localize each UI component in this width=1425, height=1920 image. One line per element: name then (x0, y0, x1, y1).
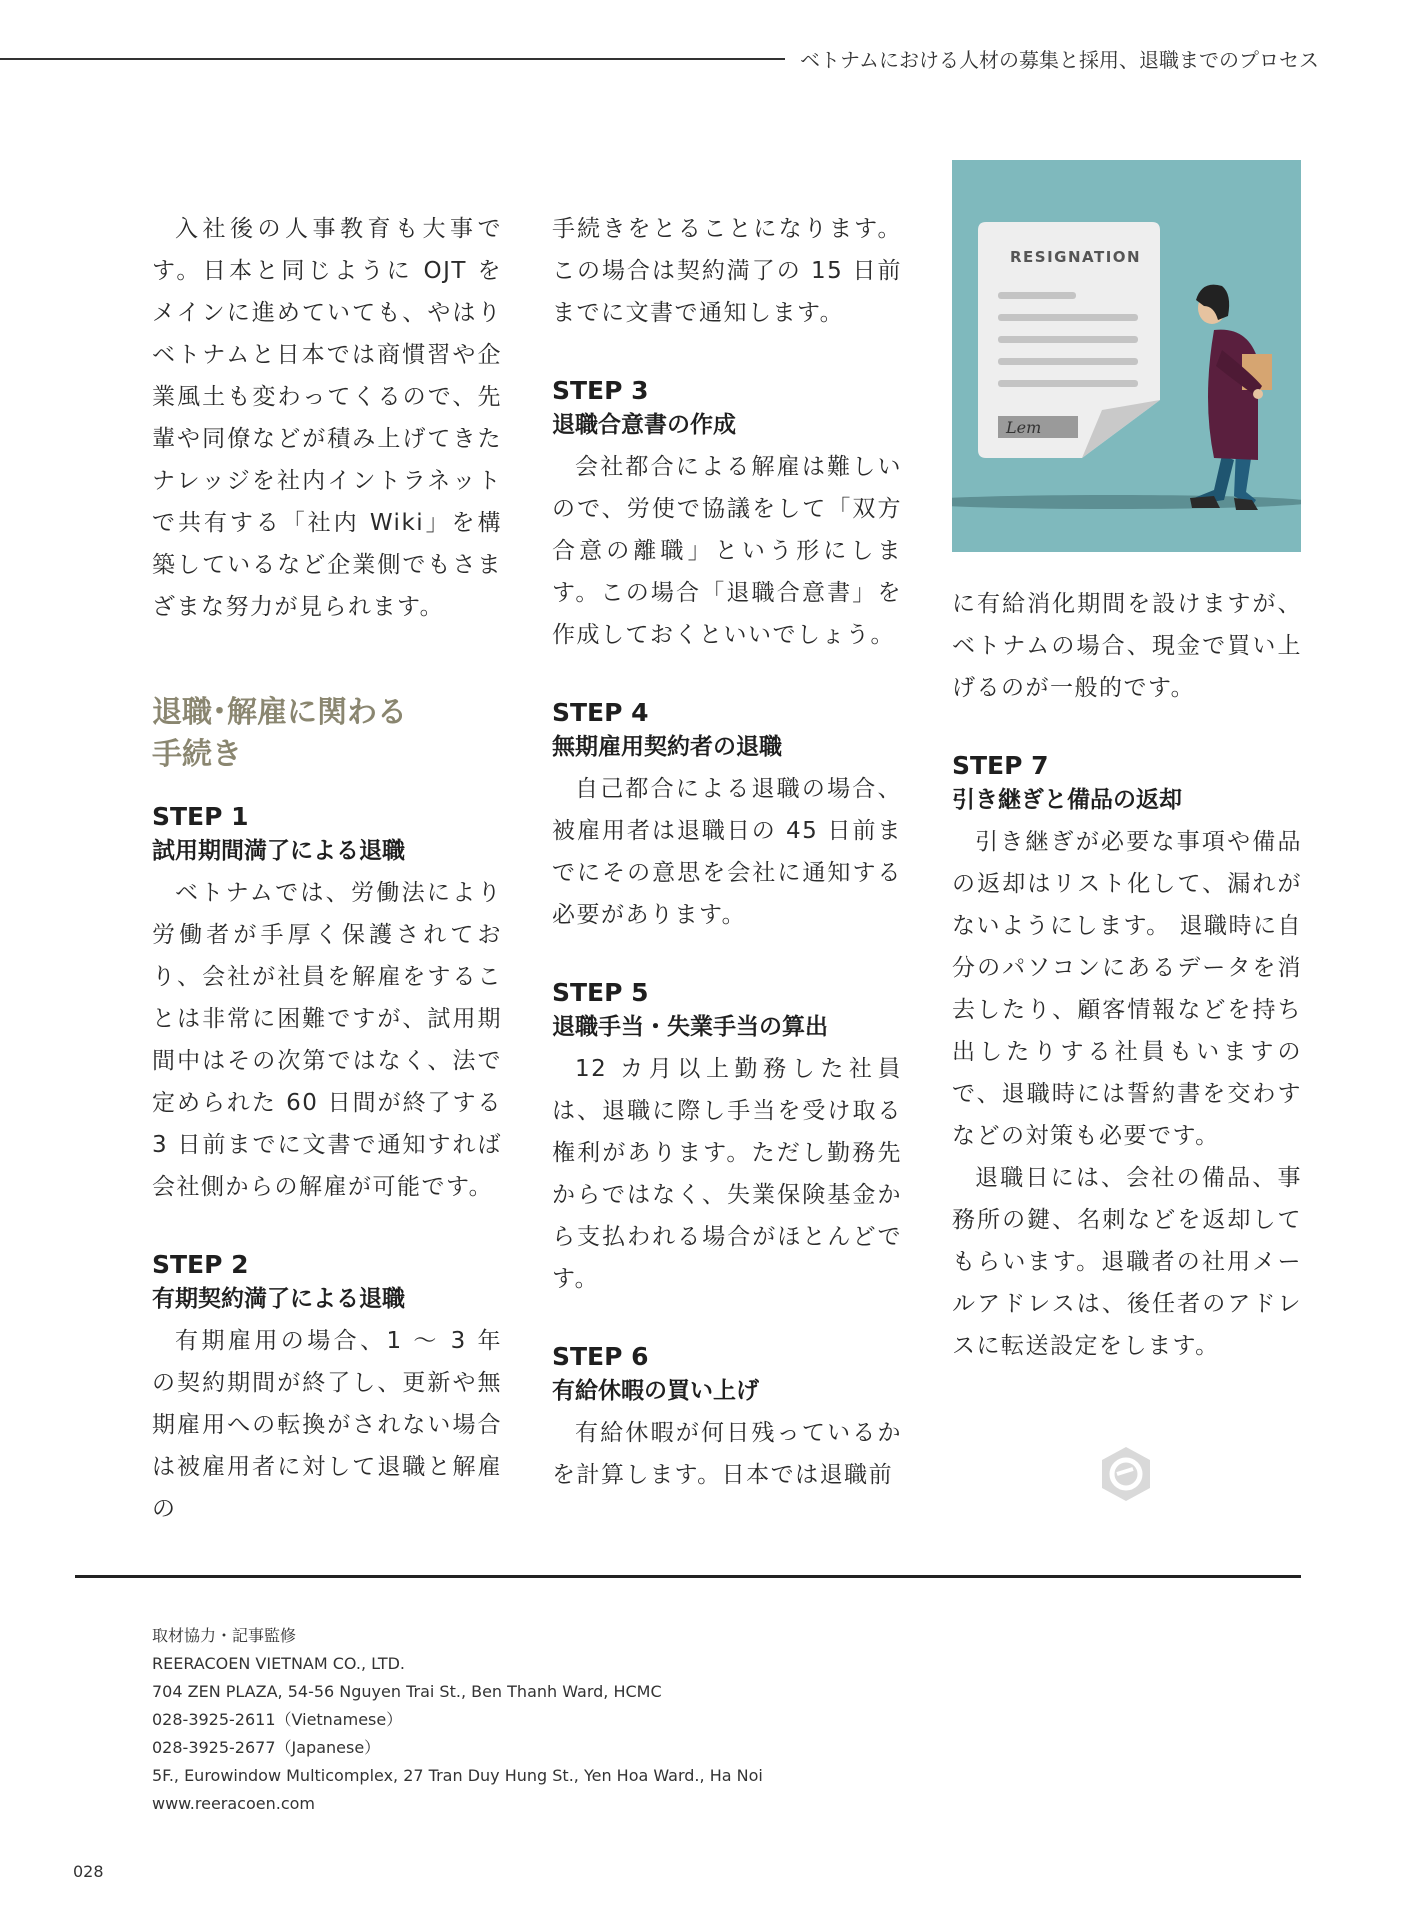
step-2-number: STEP 2 (152, 1250, 249, 1279)
credits-company: REERACOEN VIETNAM CO., LTD. (152, 1654, 406, 1673)
step-7-body-1: 引き継ぎが必要な事項や備品の返却はリスト化して、漏れがないようにします。 退職時に自分のパソコンにあるデータを消去したり、顧客情報などを持ち出したりする社員もいますので、退職時には誓約書を交わすなどの対策も必要です。 (952, 829, 1302, 1149)
step-1-title: 試用期間満了による退職 (152, 838, 405, 864)
column-1 (152, 208, 502, 1530)
step-3-number: STEP 3 (552, 376, 649, 405)
document-line (998, 292, 1076, 299)
step-5-body: 12 カ月以上勤務した社員は、退職に際し手当を受け取る権利があります。ただし勤務先からではなく、失業保険基金から支払われる場合がほとんどです。 (552, 1056, 902, 1292)
step-6-body: 有給休暇が何日残っているかを計算します。日本では退職前 (552, 1420, 902, 1488)
signature-text: Lem (1006, 418, 1042, 437)
step-3-body: 会社都合による解雇は難しいので、労使で協議をして「双方合意の離職」という形にします。この場合「退職合意書」を作成しておくといいでしょう。 (552, 454, 902, 648)
step-3-title: 退職合意書の作成 (552, 412, 736, 438)
document-line (998, 358, 1138, 365)
step-7-number: STEP 7 (952, 751, 1049, 780)
credits-label: 取材協力・記事監修 (152, 1626, 297, 1645)
section-heading-line2: 手続き (152, 737, 242, 772)
step-1-number: STEP 1 (152, 802, 249, 831)
step-1-body: ベトナムでは、労働法により労働者が手厚く保護されており、会社が社員を解雇をすることは非常に困難ですが、試用期間中はその次第ではなく、法で定められた 60 日間が終了する 3 日前までに文書で通知すれば会社側からの解雇が可能です。 (152, 880, 502, 1200)
credits-phone-vietnamese: 028-3925-2611（Vietnamese） (152, 1710, 403, 1729)
column-2 (552, 208, 902, 1496)
credits-phone-japanese: 028-3925-2677（Japanese） (152, 1738, 381, 1757)
header-rule (0, 58, 785, 60)
footer-rule (75, 1575, 1301, 1578)
credits-address-hcmc: 704 ZEN PLAZA, 54-56 Nguyen Trai St., Ben Thanh Ward, HCMC (152, 1682, 662, 1701)
company-logo-icon (1097, 1445, 1155, 1503)
step-7-body-2: 退職日には、会社の備品、事務所の鍵、名刺などを返却してもらいます。退職者の社用メールアドレスは、後任者のアドレスに転送設定をします。 (952, 1165, 1302, 1359)
document-line (998, 314, 1138, 321)
step-5-number: STEP 5 (552, 978, 649, 1007)
document-heading: RESIGNATION (1010, 248, 1142, 266)
person-torso (1208, 330, 1258, 460)
section-heading-line1: 退職･解雇に関わる (152, 695, 407, 730)
resignation-illustration (952, 160, 1301, 552)
step-6-number: STEP 6 (552, 1342, 649, 1371)
step-2-title: 有期契約満了による退職 (152, 1286, 405, 1312)
credits-website: www.reeracoen.com (152, 1794, 315, 1813)
column-3 (952, 583, 1302, 1367)
person-hand (1253, 389, 1263, 399)
step-4-body: 自己都合による退職の場合、被雇用者は退職日の 45 日前までにその意思を会社に通知する必要があります。 (552, 776, 902, 928)
credits-address-hanoi: 5F., Eurowindow Multicomplex, 27 Tran Duy Hung St., Yen Hoa Ward., Ha Noi (152, 1766, 763, 1785)
step-7-title: 引き継ぎと備品の返却 (952, 787, 1182, 813)
section-heading (152, 692, 502, 776)
document-line (998, 336, 1138, 343)
running-header-title: ベトナムにおける人材の募集と採用、退職までのプロセス (800, 48, 1319, 72)
col2-continuation: 手続きをとることになります。この場合は契約満了の 15 日前までに文書で通知します。 (552, 216, 902, 326)
document-line (998, 380, 1138, 387)
step-5-title: 退職手当・失業手当の算出 (552, 1014, 828, 1040)
step-4-title: 無期雇用契約者の退職 (552, 734, 782, 760)
credits-block (152, 1622, 763, 1818)
step-6-title: 有給休暇の買い上げ (552, 1378, 759, 1404)
intro-paragraph: 入社後の人事教育も大事です。日本と同じように OJT をメインに進めていても、やはりベトナムと日本では商慣習や企業風土も変わってくるので、先輩や同僚などが積み上げてきたナレッジを社内イントラネットで共有する「社内 Wiki」を構築しているなど企業側でもさまざまな努力が見られます。 (152, 216, 502, 620)
col3-continuation: に有給消化期間を設けますが、ベトナムの場合、現金で買い上げるのが一般的です。 (952, 591, 1302, 701)
step-4-number: STEP 4 (552, 698, 649, 727)
page-number: 028 (73, 1862, 104, 1881)
step-2-body: 有期雇用の場合、1 〜 3 年の契約期間が終了し、更新や無期雇用への転換がされない場合は被雇用者に対して退職と解雇の (152, 1328, 502, 1522)
